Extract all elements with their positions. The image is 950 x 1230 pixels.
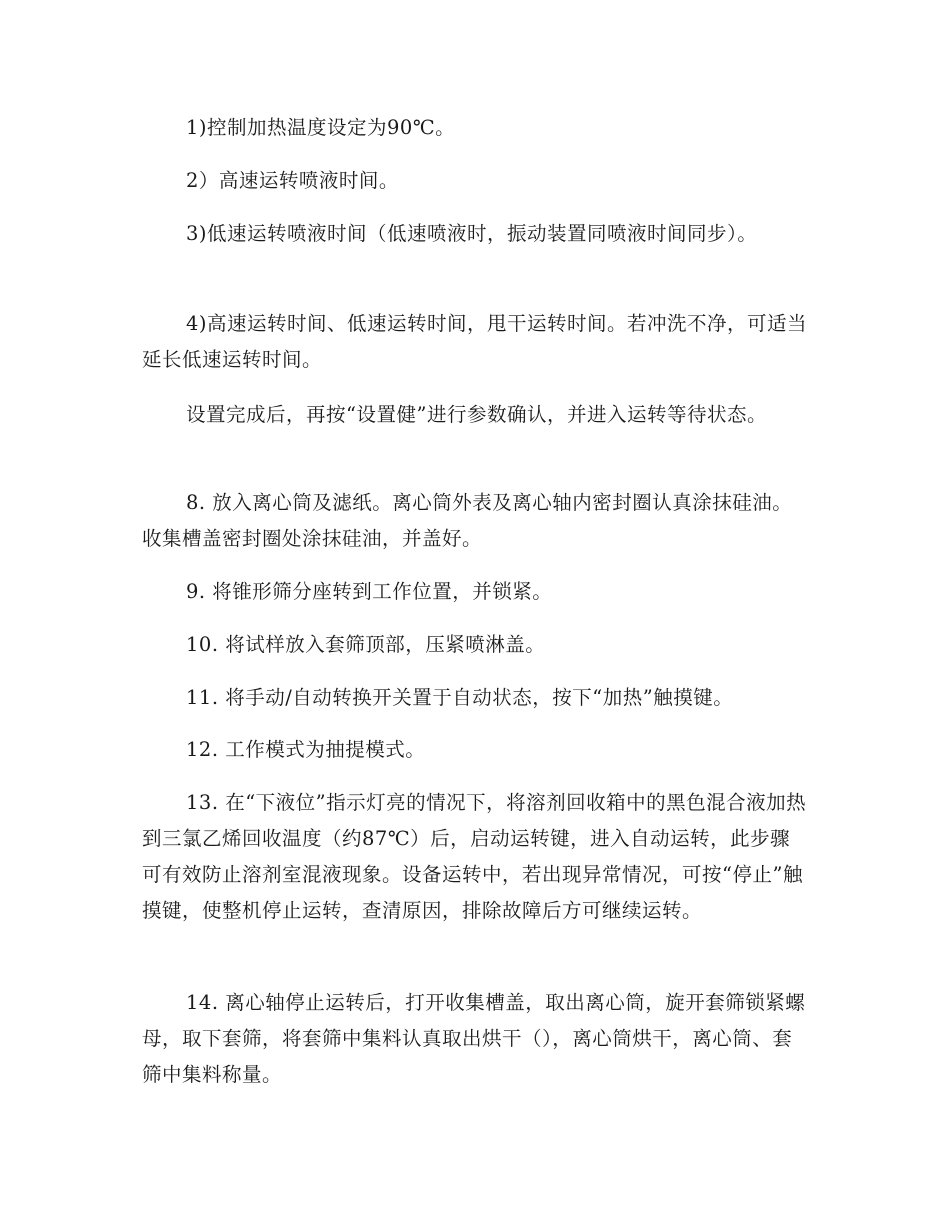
paragraph-9: 11. 将手动/自动转换开关置于自动状态，按下“加热”触摸键。 <box>186 686 734 709</box>
paragraph-2: 2）高速运转喷液时间。 <box>186 169 399 192</box>
paragraph-1: 1)控制加热温度设定为90℃。 <box>186 116 456 139</box>
paragraph-10: 12. 工作模式为抽提模式。 <box>186 738 426 761</box>
paragraph-5: 设置完成后，再按“设置健”进行参数确认，并进入运转等待状态。 <box>186 403 767 426</box>
paragraph-11: 13. 在“下液位”指示灯亮的情况下，将溶剂回收箱中的黑色混合液加热到三氯乙烯回收温度（约87℃）后，启动运转键，进入自动运转，此步骤可有效防止溶剂室混液现象。设备运转中，若出现异常情况，可按“停止”触摸键，使整机停止运转，查清原因，排除故障后方可继续运转。 <box>142 791 807 922</box>
paragraph-8: 10. 将试样放入套筛顶部，压紧喷淋盖。 <box>186 633 546 656</box>
paragraph-3: 3)低速运转喷液时间（低速喷液时，振动装置同喷液时间同步）。 <box>186 222 758 245</box>
paragraph-7: 9. 将锥形筛分座转到工作位置，并锁紧。 <box>186 580 553 603</box>
paragraph-6: 8. 放入离心筒及滤纸。离心筒外表及离心轴内密封圈认真涂抹硅油。收集槽盖密封圈处涂抹硅油，并盖好。 <box>142 491 793 550</box>
paragraph-4: 4)高速运转时间、低速运转时间，甩干运转时间。若冲洗不净，可适当延长低速运转时间。 <box>142 312 808 371</box>
paragraph-12: 14. 离心轴停止运转后，打开收集槽盖，取出离心筒，旋开套筛锁紧螺母，取下套筛，将套筛中集料认真取出烘干（），离心筒烘干，离心筒、套筛中集料称量。 <box>142 991 806 1086</box>
